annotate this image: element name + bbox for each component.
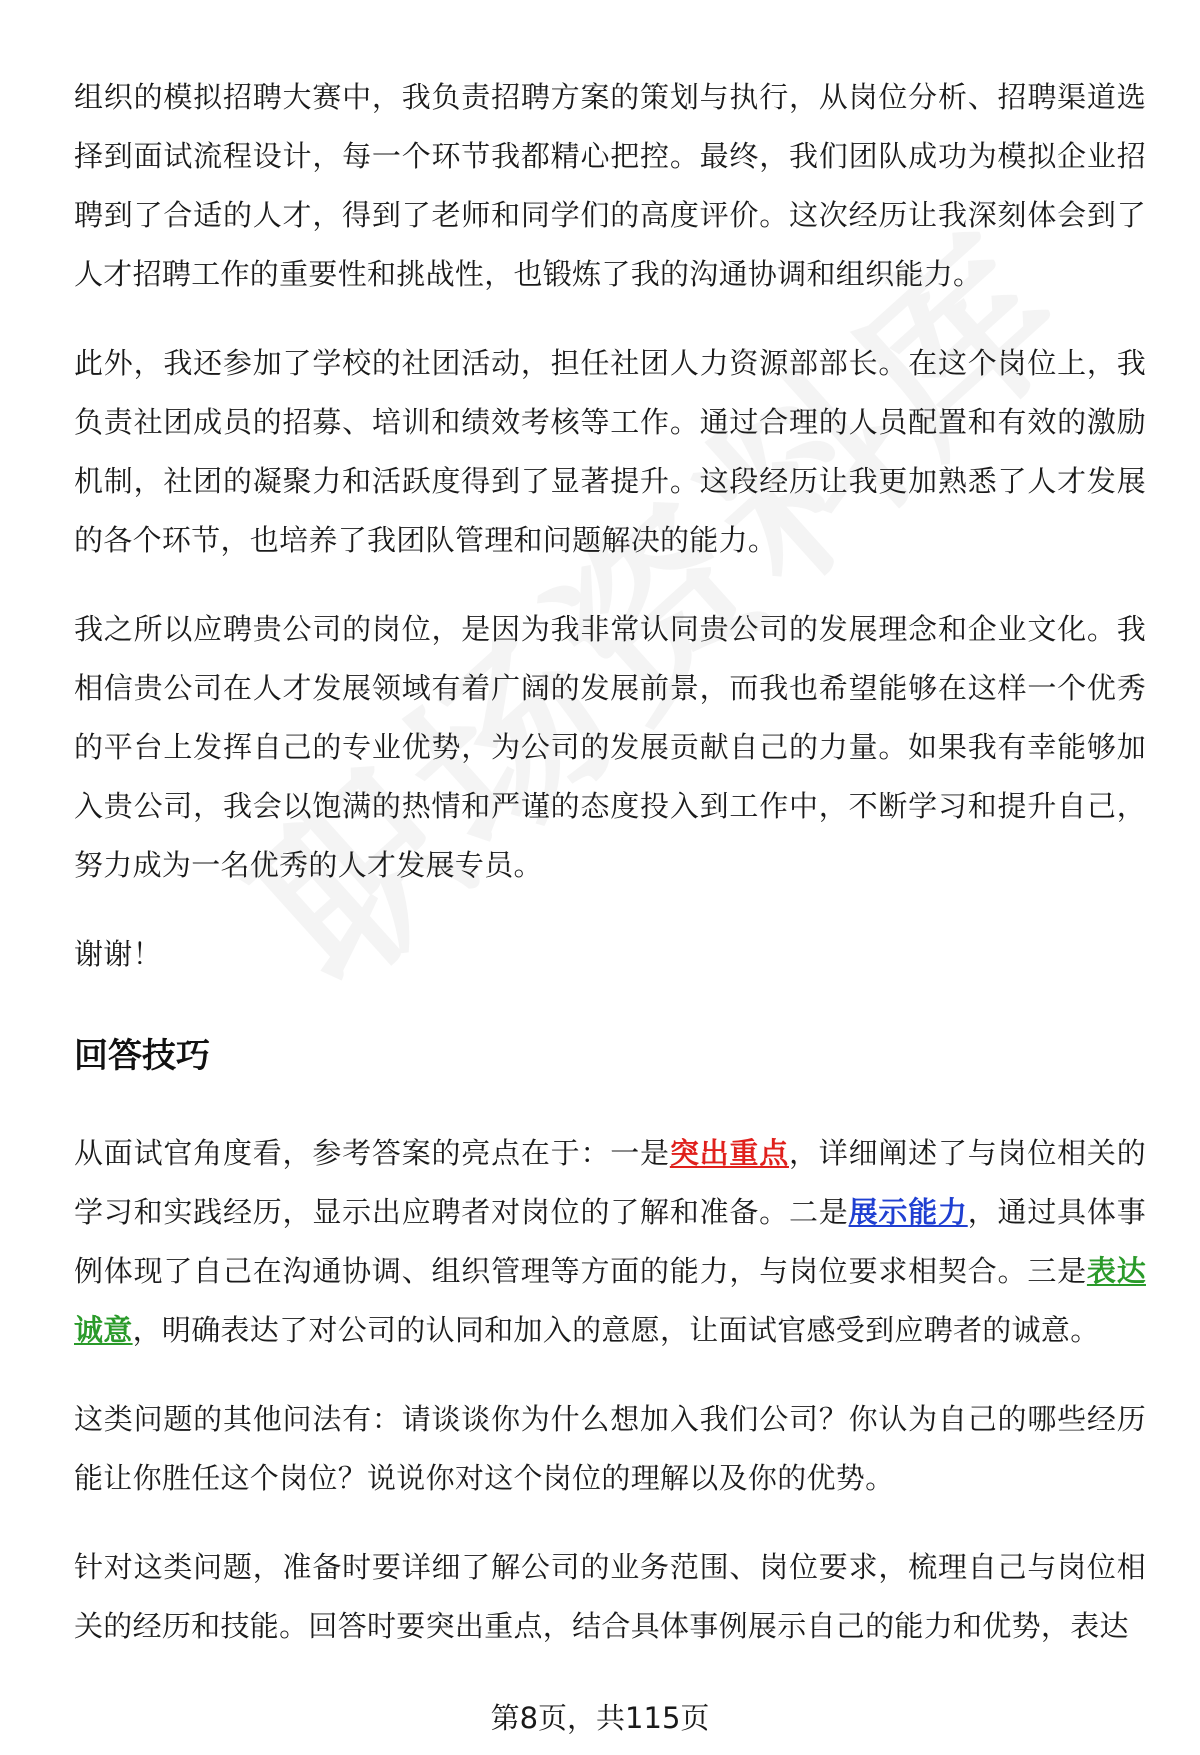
paragraph-thanks: 谢谢！ <box>74 937 162 971</box>
section-heading: 回答技巧 <box>74 1036 210 1076</box>
document-body <box>74 68 1146 1686</box>
highlight-focus: 突出重点 <box>669 1136 789 1170</box>
highlight-sincerity: 表达诚意 <box>74 1254 1146 1347</box>
paragraph-other-questions: 这类问题的其他问法有：请谈谈你为什么想加入我们公司？你认为自己的哪些经历能让你胜任这个岗位？说说你对这个岗位的理解以及你的优势。 <box>74 1402 1146 1495</box>
tips-text-2: ，详细阐述了与岗位相关的学习和实践经历，显示出应聘者对岗位的了解和准备。二是 <box>74 1136 1146 1229</box>
highlight-ability: 展示能力 <box>848 1195 968 1229</box>
tips-text-1: 从面试官角度看，参考答案的亮点在于：一是 <box>74 1136 670 1170</box>
page-number: 第8页，共115页 <box>490 1701 710 1735</box>
paragraph-motivation: 我之所以应聘贵公司的岗位，是因为我非常认同贵公司的发展理念和企业文化。我相信贵公司在人才发展领域有着广阔的发展前景，而我也希望能够在这样一个优秀的平台上发挥自己的专业优势，为公司的发展贡献自己的力量。如果我有幸能够加入贵公司，我会以饱满的热情和严谨的态度投入到工作中，不断学习和提升自己，努力成为一名优秀的人才发展专员。 <box>74 612 1146 882</box>
paragraph-club: 此外，我还参加了学校的社团活动，担任社团人力资源部部长。在这个岗位上，我负责社团成员的招募、培训和绩效考核等工作。通过合理的人员配置和有效的激励机制，社团的凝聚力和活跃度得到了显著提升。这段经历让我更加熟悉了人才发展的各个环节，也培养了我团队管理和问题解决的能力。 <box>74 346 1146 557</box>
tips-text-3: ，通过具体事例体现了自己在沟通协调、组织管理等方面的能力，与岗位要求相契合。三是 <box>74 1195 1146 1288</box>
paragraph-preparation: 针对这类问题，准备时要详细了解公司的业务范围、岗位要求，梳理自己与岗位相关的经历和技能。回答时要突出重点，结合具体事例展示自己的能力和优势，表达 <box>74 1550 1146 1643</box>
paragraph-tips <box>74 1124 1146 1360</box>
tips-text-4: ，明确表达了对公司的认同和加入的意愿，让面试官感受到应聘者的诚意。 <box>132 1313 1100 1347</box>
paragraph-competition: 组织的模拟招聘大赛中，我负责招聘方案的策划与执行，从岗位分析、招聘渠道选择到面试流程设计，每一个环节我都精心把控。最终，我们团队成功为模拟企业招聘到了合适的人才，得到了老师和同学们的高度评价。这次经历让我深刻体会到了人才招聘工作的重要性和挑战性，也锻炼了我的沟通协调和组织能力。 <box>74 80 1146 291</box>
